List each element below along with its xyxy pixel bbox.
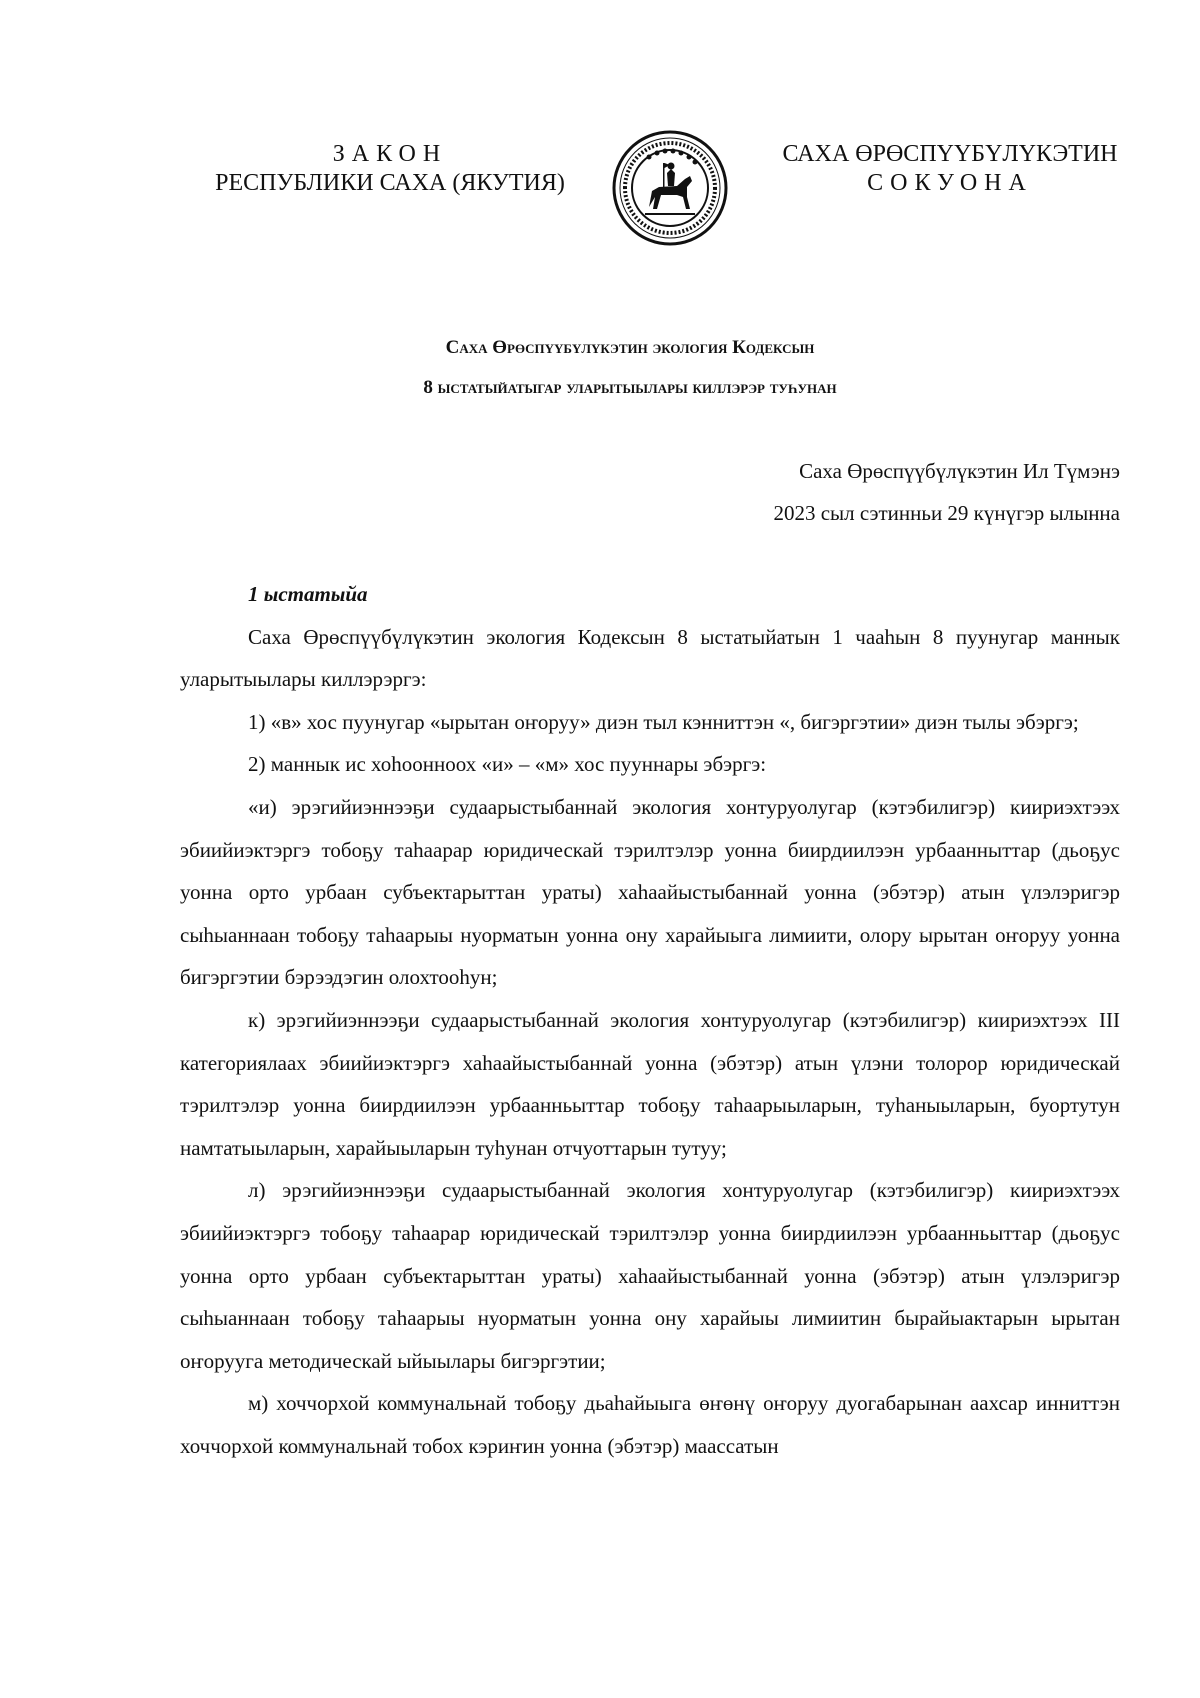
header-left-line2: РЕСПУБЛИКИ САХА (ЯКУТИЯ): [215, 170, 565, 196]
paragraph: м) хоччорхой коммунальнай тобоҕу дьаһайыыга өҥөнү оҥоруу дуогабарынан аахсар инниттэн хоччорхой коммунальнай тобох кэриҥин уонна (эбэтэр) маассатын: [180, 1391, 1120, 1458]
paragraph: 1) «в» хос пуунугар «ырытан оҥоруу» диэн тыл кэнниттэн «, бигэргэтии» диэн тылы эбэргэ;: [248, 709, 1079, 734]
paragraph: к) эрэгийиэннээҕи судаарыстыбаннай экология хонтуруолугар (кэтэбилигэр) киириэхтээх III категориялаах эбиийиэктэргэ хаһаайыстыбаннай уонна (эбэтэр) атын үлэни толорор юридическай тэрилтэлэр уонна биирдиилээн урбаанньыттар тобоҕу таһаарыыларын, туһаныыларын, буортутун намтатыыларын, харайыыларын туһунан отчуоттарын тутуу;: [180, 1007, 1120, 1160]
header-russian: [180, 140, 600, 198]
article-heading: 1 ыстатыйа: [248, 582, 368, 606]
header-sakha: [760, 140, 1140, 198]
paragraph: 2) маннык ис хоһооннoох «и» – «м» хос пууннары эбэргэ:: [248, 752, 767, 777]
law-title: [180, 328, 1080, 408]
paragraph: л) эрэгийиэннээҕи судаарыстыбаннай экология хонтуруолугар (кэтэбилигэр) киириэхтээх эбиийиэктэргэ тобоҕу таһаарар юридическай тэрилтэлэр уонна биирдиилээн урбаанньыттар (дьоҕус уонна орто урбаан субъектарыттан ураты) хаһаайыстыбаннай уонна (эбэтэр) атын үлэлэригэр сыһыаннаан тобоҕу таһаарыы нуорматын уонна ону харайыы лимиитин бырайыактарын ырытан оҥорууга методическай ыйыылары бигэргэтии;: [180, 1178, 1120, 1373]
law-title-line1: Саха Өрөспүүбүлүкэтин экология Кодексын: [445, 337, 815, 358]
coat-of-arms-seal-icon: [611, 129, 729, 247]
header-right-line1: САХА ӨРӨСПҮҮБҮЛҮКЭТИН: [782, 141, 1118, 167]
article-1: [180, 573, 1120, 1467]
law-title-line2: 8 ыстатыйатыгар уларытыылары киллэрэр туһунан: [423, 377, 837, 398]
adoption-note: [600, 450, 1120, 534]
paragraph: Саха Өрөспүүбүлүкэтин экология Кодексын 8 ыстатыйатын 1 чааһын 8 пуунугар маннык уларытыылары киллэрэргэ:: [180, 624, 1120, 692]
header-left-line1: ЗАКОН: [332, 141, 448, 167]
adoption-date: 2023 сыл сэтинньи 29 күнүгэр ылынна: [773, 501, 1120, 525]
header-right-line2: СОКУОНА: [867, 170, 1033, 196]
paragraph: «и) эрэгийиэннээҕи судаарыстыбаннай экология хонтуруолугар (кэтэбилигэр) киириэхтээх эбиийиэктэргэ тобоҕу таһаарар юридическай тэрилтэлэр уонна биирдиилээн урбаанныттар (дьоҕус уонна орто урбаан субъектарыттан ураты) хаһаайыстыбаннай уонна (эбэтэр) атын үлэлэригэр сыһыаннаан тобоҕу таһаарыы нуорматын уонна ону харайыыга лимиити, олору ырытан оҥоруу уонна бигэргэтии бэрээдэгин олохтооһун;: [180, 794, 1120, 990]
adoption-body: Саха Өрөспүүбүлүкэтин Ил Түмэнэ: [799, 459, 1120, 483]
